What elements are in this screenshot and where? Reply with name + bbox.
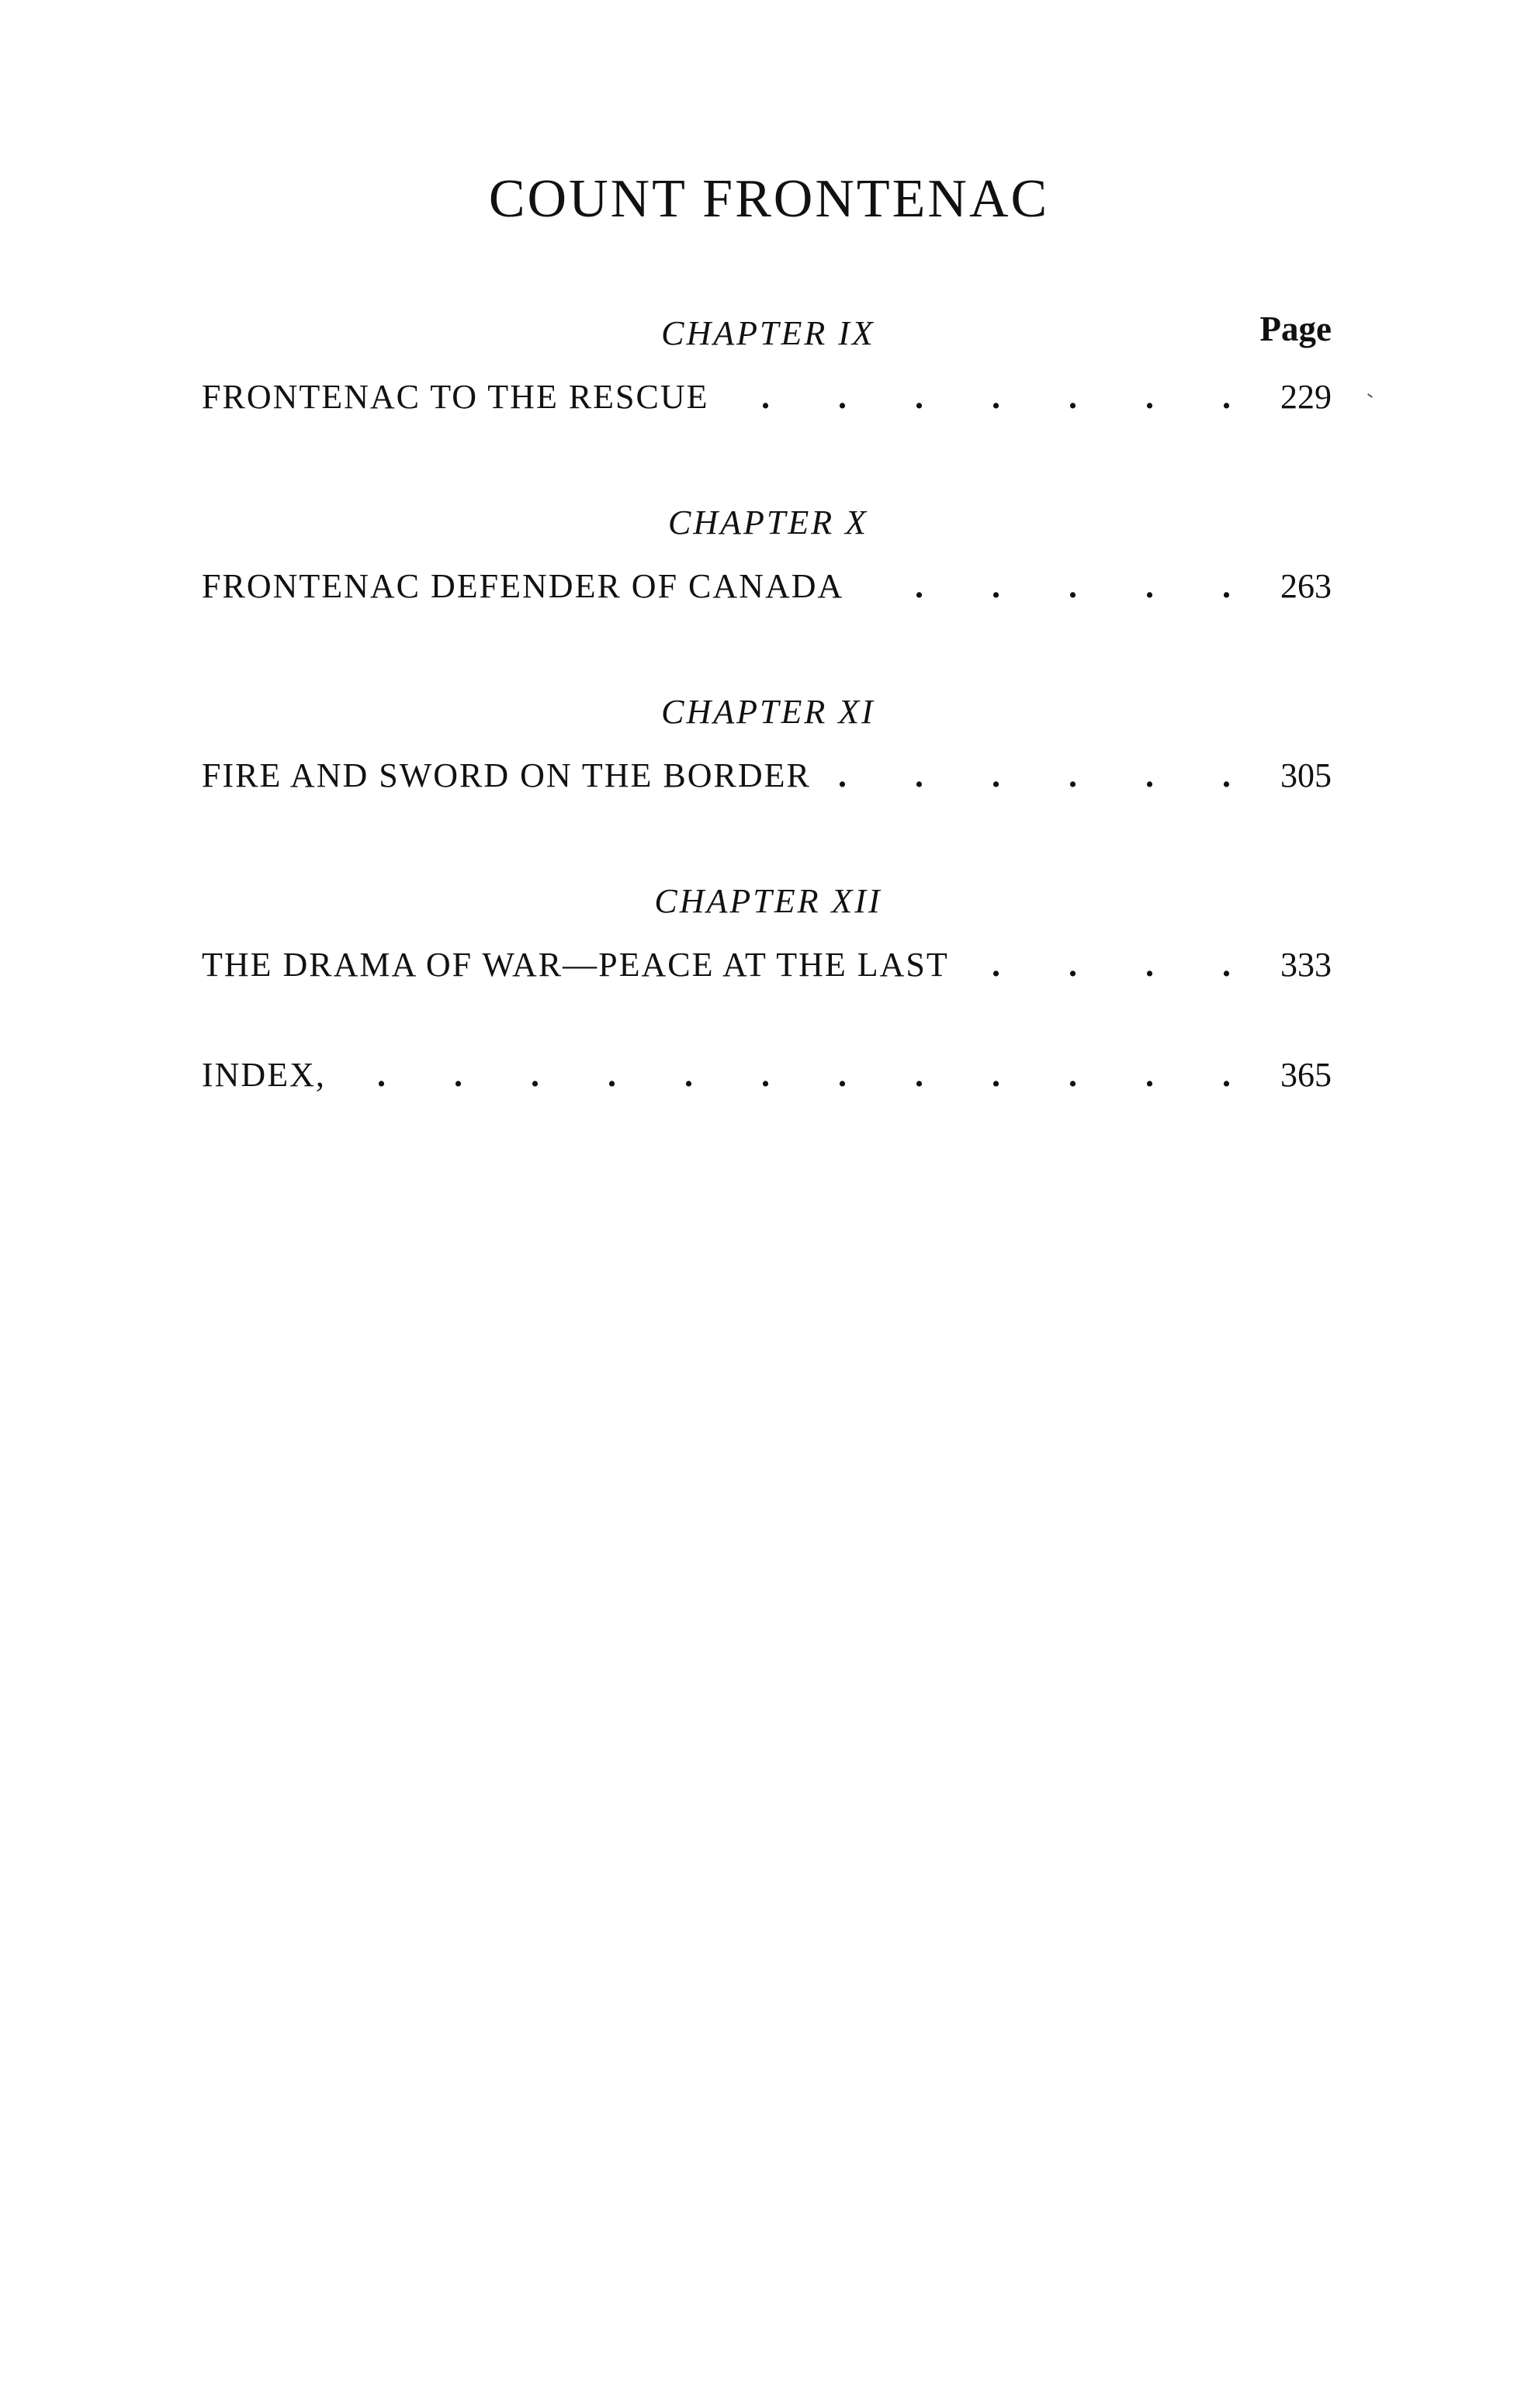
dot-leader [822, 759, 1231, 793]
chapter-heading: CHAPTER IX [661, 314, 875, 352]
chapter-heading: CHAPTER XII [654, 882, 882, 920]
toc-entry [202, 948, 1332, 982]
toc-entry [202, 380, 1332, 414]
toc-entry-page: 229 [1280, 378, 1332, 416]
dot-leader [854, 569, 1231, 604]
toc-entry [202, 756, 1332, 794]
dot-leader [960, 948, 1231, 982]
book-title: COUNT FRONTENAC [488, 169, 1050, 229]
toc-entry-page: 263 [1280, 567, 1332, 605]
toc-entry-title: FRONTENAC TO THE RESCUE [202, 378, 709, 416]
toc-index-title: INDEX, [202, 1056, 326, 1094]
dot-leader [337, 1058, 1231, 1092]
dot-leader [720, 380, 1231, 414]
toc-entry [202, 569, 1332, 604]
toc-entry-title: FRONTENAC DEFENDER OF CANADA [202, 567, 844, 605]
toc-entry-title: FIRE AND SWORD ON THE BORDER [202, 756, 811, 794]
toc-index-entry [202, 1058, 1332, 1092]
toc-entry-page: 333 [1280, 946, 1332, 984]
page-column-label: Page [1259, 310, 1332, 348]
toc-entry-title: THE DRAMA OF WAR—PEACE AT THE LAST [202, 946, 949, 984]
toc-entry-page: 305 [1280, 756, 1332, 794]
chapter-heading: CHAPTER X [668, 503, 868, 541]
scan-speck [1367, 393, 1373, 398]
chapter-heading: CHAPTER XI [661, 693, 875, 731]
toc-index-page: 365 [1280, 1056, 1332, 1094]
